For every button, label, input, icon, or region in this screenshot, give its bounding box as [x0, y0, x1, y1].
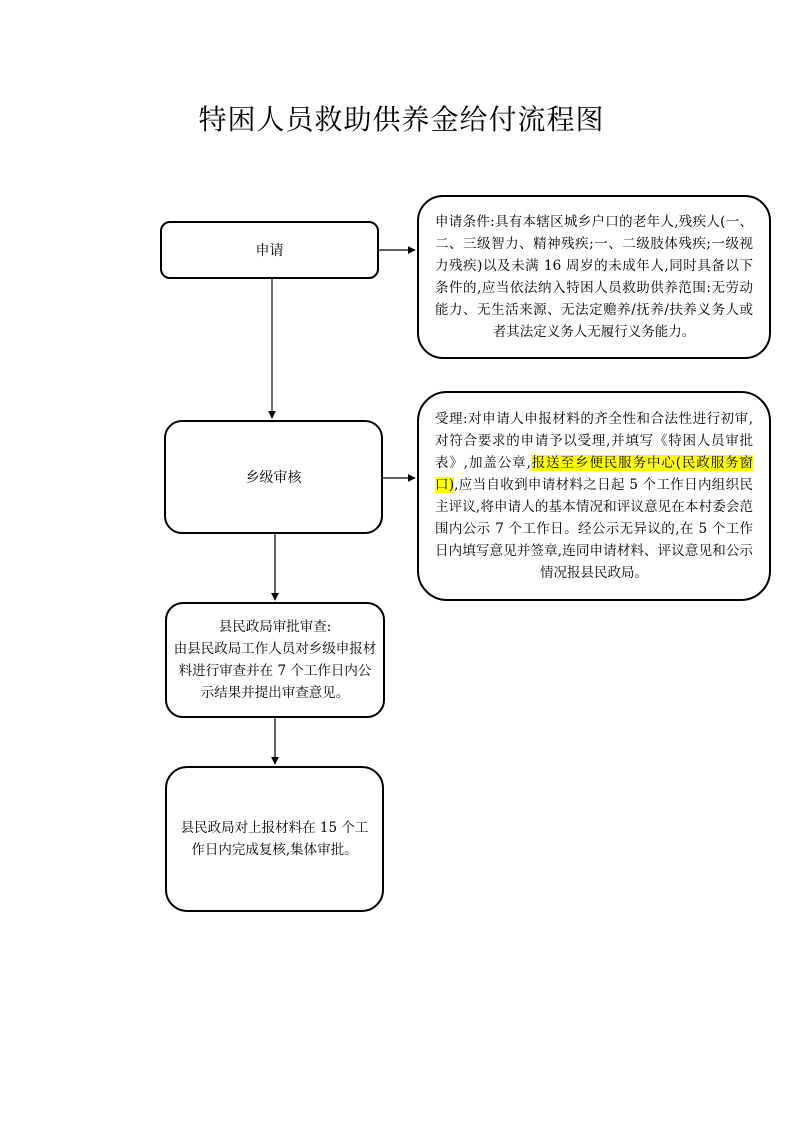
acceptance-note	[417, 391, 771, 601]
acceptance-highlight: 报送至乡便民服务中心(民政服务窗口)	[435, 455, 753, 493]
county-review-node	[165, 602, 385, 718]
county-review-content	[173, 616, 377, 704]
township-review-node	[164, 420, 383, 534]
apply-node	[160, 221, 379, 279]
final-approval-node	[165, 766, 384, 912]
acceptance-part2: ,应当自收到申请材料之日起 5 个工作日内组织民主评议,将申请人的基本情况和评议意见在本村委会范围内公示 7 个工作日。经公示无异议的,在 5 个工作日内填写意见并签章,连同申请材料、评议意见和公示情况报县民政局。	[435, 477, 753, 581]
county-review-heading: 县民政局审批审查:	[218, 619, 332, 635]
acceptance-text	[435, 408, 753, 584]
page-title: 特困人员救助供养金给付流程图	[198, 103, 605, 136]
final-approval-text: 县民政局对上报材料在 15 个工作日内完成复核,集体审批。	[180, 820, 369, 858]
apply-label: 申请	[255, 243, 284, 259]
county-review-text: 由县民政局工作人员对乡级申报材料进行审查并在 7 个工作日内公示结果并提出审查意见。	[173, 641, 377, 701]
conditions-text: 申请条件:具有本辖区城乡户口的老年人,残疾人(一、二、三级智力、精神残疾;一、二级肢体残疾;一级视力残疾)以及未满 16 周岁的未成年人,同时具备以下条件的,应当依法纳入特困人员救助供养范围:无劳动能力、无生活来源、无法定赡养/抚养/扶养义务人或者其法定义务人无履行义务能力。	[435, 214, 753, 340]
acceptance-part1: 受理:对申请人申报材料的齐全性和合法性进行初审,对符合要求的申请予以受理,并填写《特困人员审批表》,加盖公章,	[435, 411, 753, 471]
conditions-note	[417, 195, 771, 359]
township-review-label: 乡级审核	[245, 470, 302, 486]
